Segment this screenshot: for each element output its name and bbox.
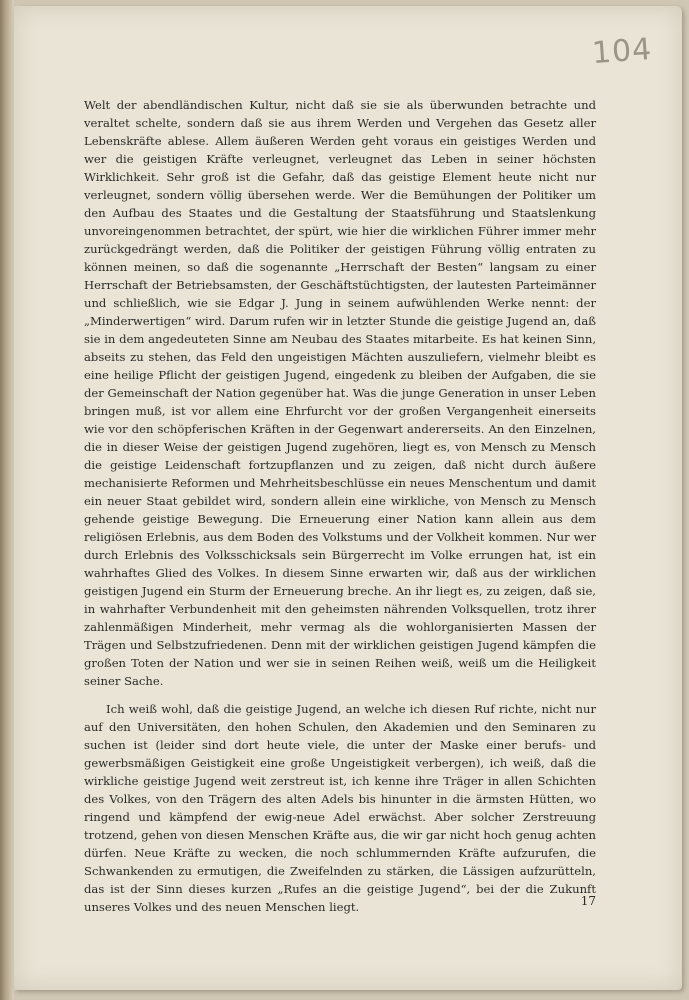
paragraph-2: Ich weiß wohl, daß die geistige Jugend, an welche ich diesen Ruf richte, nicht nur auf den Universitäten, den hohen Schulen, den Akademien und den Seminaren zu suchen ist (leider sind dort heute viele, die unter der Maske einer berufs- und gewerbsmäßigen Geistigkeit eine große Ungeistigkeit verbergen), ich weiß, daß die wirkliche geistige Jugend weit zerstreut ist, ich kenne ihre Träger in allen Schichten des Volkes, von den Trägern des alten Adels bis hinunter in die ärmsten Hütten, wo ringend und kämpfend der ewig-neue Adel erwächst. Aber solcher Zerstreuung trotzend, gehen von diesen Menschen Kräfte aus, die wir gar nicht hoch genug achten dürfen. Neue Kräfte zu wecken, die noch schlummernden Kräfte aufzurufen, die Schwankenden zu ermutigen, die Zweifelnden zu stärken, die Lässigen aufzurütteln, das ist der Sinn dieses kurzen „Rufes an die geistige Jugend“, bei der die Zukunft unseres Volkes und des neuen Menschen liegt. [84,702,596,914]
handwritten-page-id: 104 [590,31,654,72]
document-page [14,6,682,990]
book-binding-edge [0,0,14,1000]
body-text [84,96,596,916]
page-number: 17 [580,894,596,908]
paragraph-1: Welt der abendländischen Kultur, nicht daß sie sie als überwunden betrachte und veraltet schelte, sondern daß sie aus ihrem Werden und Vergehen das Gesetz aller Lebenskräfte ablese. Allem äußeren Werden geht voraus ein geistiges Werden und wer die geistigen Kräfte verleugnet, verleugnet das Leben in seiner höchsten Wirklichkeit. Sehr groß ist die Gefahr, daß das geistige Element heute nicht nur verleugnet, sondern völlig übersehen werde. Wer die Bemühungen der Politiker um den Aufbau des Staates und die Gestaltung der Staatsführung und Staatslenkung unvoreingenommen betrachtet, der spürt, wie hier die wirklichen Führer immer mehr zurückgedrängt werden, daß die Politiker der geistigen Führung völlig entraten zu können meinen, so daß die sogenannte „Herrschaft der Besten“ langsam zu einer Herrschaft der Betriebsamsten, der Geschäftstüchtigsten, der lautesten Parteimänner und schließlich, wie sie Edgar J. Jung in seinem aufwühlenden Werke nennt: der „Minderwertigen“ wird. Darum rufen wir in letzter Stunde die geistige Jugend an, daß sie in dem angedeuteten Sinne am Neubau des Staates mitarbeite. Es hat keinen Sinn, abseits zu stehen, das Feld den ungeistigen Mächten auszuliefern, vielmehr bleibt es eine heilige Pflicht der geistigen Jugend, eingedenk zu bleiben der Aufgaben, die sie der Gemeinschaft der Nation gegenüber hat. Was die junge Generation in unser Leben bringen muß, ist vor allem eine Ehrfurcht vor der großen Vergangenheit einerseits wie vor den schöpferischen Kräften in der Gegenwart andererseits. An den Einzelnen, die in dieser Weise der geistigen Jugend zugehören, liegt es, von Mensch zu Mensch die geistige Leidenschaft fortzupflanzen und zu zeigen, daß nicht durch äußere mechanisierte Reformen und Mehrheitsbeschlüsse ein neues Menschentum und damit ein neuer Staat gebildet wird, sondern allein eine wirkliche, von Mensch zu Mensch gehende geistige Bewegung. Die Erneuerung einer Nation kann allein aus dem religiösen Erlebnis, aus dem Boden des Volkstums und der Volkheit kommen. Nur wer durch Erlebnis des Volksschicksals sein Bürgerrecht im Volke errungen hat, ist ein wahrhaftes Glied des Volkes. In diesem Sinne erwarten wir, daß aus der wirklichen geistigen Jugend ein Sturm der Erneuerung breche. An ihr liegt es, zu zeigen, daß sie, in wahrhafter Verbundenheit mit den geheimsten nährenden Volksquellen, trotz ihrer zahlenmäßigen Minderheit, mehr vermag als die wohlorganisierten Massen der Trägen und Selbstzufriedenen. Denn mit der wirklichen geistigen Jugend kämpfen die großen Toten der Nation und wer sie in seinen Reihen weiß, weiß um die Heiligkeit seiner Sache. [84,98,596,688]
